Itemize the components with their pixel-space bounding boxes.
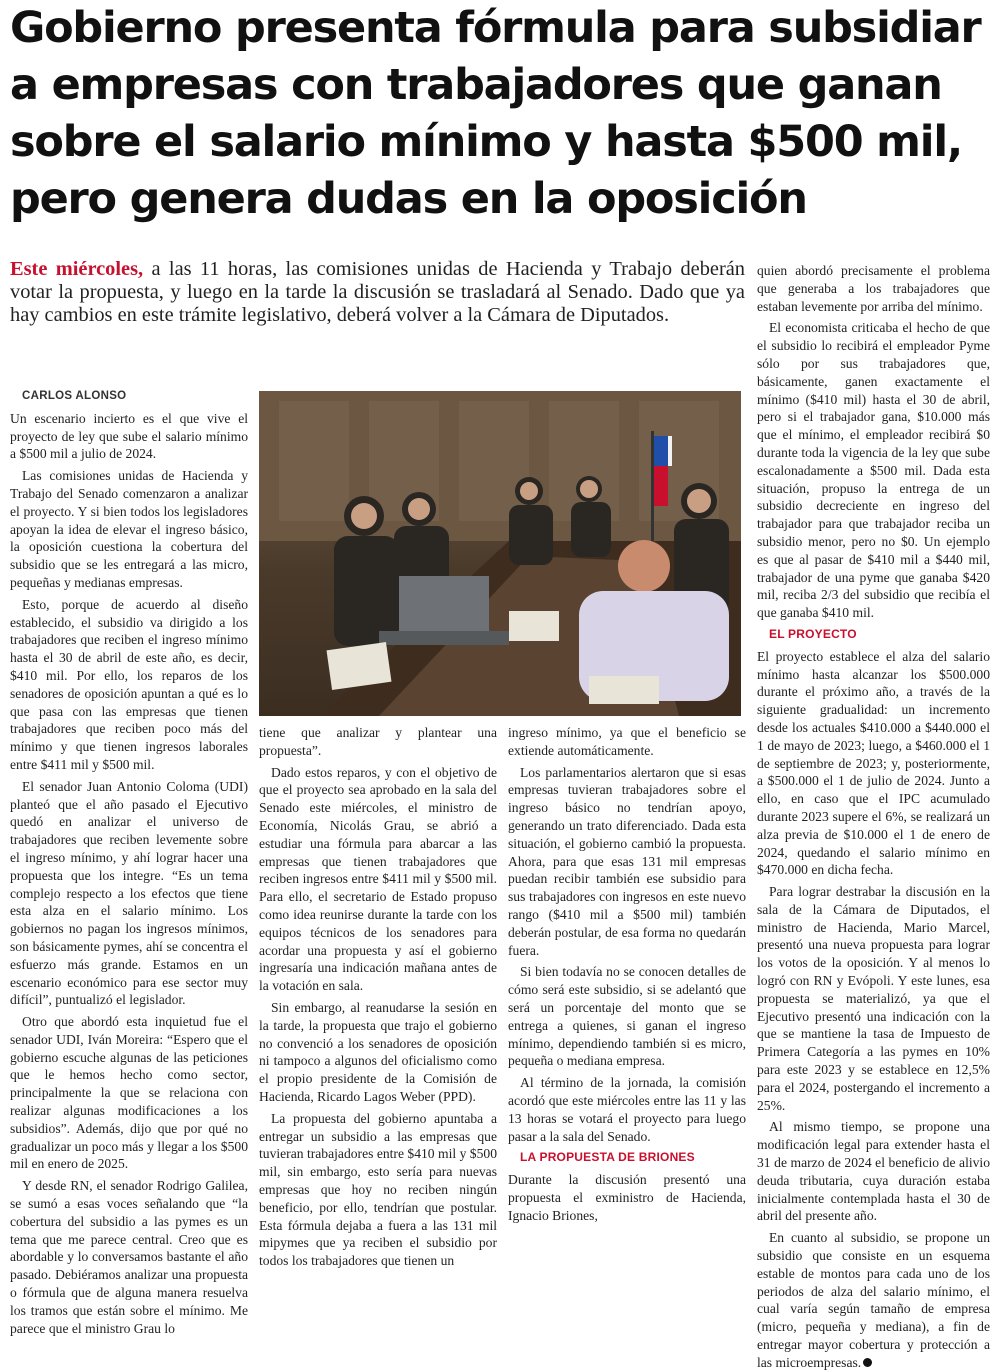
paragraph: quien abordó precisamente el problema que generaba a los trabajadores que estaban levemente por arriba del mínimo.: [757, 263, 990, 314]
headline: [10, 0, 995, 228]
paragraph: Al mismo tiempo, se propone una modificación legal para extender hasta el 31 de marzo de 2024 el beneficio de alivio deuda tributaria, cuya duración estaba inicialmente contemplada hasta el 30 de abril del presente año.: [757, 1119, 990, 1224]
paragraph: Al término de la jornada, la comisión acordó que este miércoles entre las 11 y las 13 horas se votará el proyecto para luego pasar a la sala del Senado.: [508, 1075, 746, 1144]
article-column-2: [259, 724, 497, 1269]
end-mark-icon: [863, 1358, 872, 1367]
paragraph: La propuesta del gobierno apuntaba a entregar un subsidio a las empresas que tuvieran trabajadores entre $410 mil y $500 mil, sin embargo, esto sería para nuevas empresas que hoy no reciben ningún beneficio, por ello, tendrían que postular. Esta fórmula dejaba a fuera a las 131 mil mipymes que ya reciben el subsidio por todos los trabajadores que tienen un: [259, 1110, 497, 1269]
headline-line: pero genera dudas en la oposición: [10, 174, 807, 224]
paragraph: El proyecto establece el alza del salario mínimo hasta alcanzar los $500.000 durante el próximo año, a través de la siguiente gradualidad: un incremento desde los actuales $410.000 a $440.000 el 1 de mayo de 2023; luego, a $460.000 el 1 de septiembre de 2023; y, posteriormente, a $500.000 el 1 de julio de 2024. Junto a ello, en caso que el IPC acumulado durante 2023 supere el 6%, se realizará un alza previa de $10.000 el 1 de enero de 2024, quedando el salario mínimo en $470.000 en dicha fecha.: [757, 648, 990, 878]
section-subhead: LA PROPUESTA DE BRIONES: [520, 1150, 695, 1165]
article-column-1: [10, 388, 248, 1336]
paragraph: Otro que abordó esta inquietud fue el senador UDI, Iván Moreira: “Espero que el gobierno escuche algunas de las peticiones que le hemos hecho como sector, principalmente la que se relaciona con realizar algunas modificaciones a los subsidios”. Además, dijo que por qué no gradualizar un poco más y llegar a los $500 mil en enero de 2025.: [10, 1014, 248, 1172]
section-subhead: EL PROYECTO: [769, 626, 857, 641]
paragraph: Esto, porque de acuerdo al diseño establecido, el subsidio va dirigido a los trabajadores que reciben el ingreso mínimo hasta el 30 de abril de este año, es decir, $410 mil. Por ello, los reparos de los senadores de oposición apuntan a qué es lo que pasa con las empresas que tienen trabajadores que reciben poco más del mínimo y que tienen ingresos laborales entre $411 mil y $500 mil.: [10, 596, 248, 772]
article-column-4: [757, 262, 990, 1370]
paragraph: Si bien todavía no se conocen detalles de cómo será este subsidio, si se adelantó que será un porcentaje del monto que se entrega a quienes, si ganan el ingreso mínimo, dependiendo también si es micro, pequeña o mediana empresa.: [508, 964, 746, 1069]
headline-line: sobre el salario mínimo y hasta $500 mil,: [10, 117, 962, 167]
committee-photo-illustration: [259, 391, 741, 716]
article-column-3: [508, 724, 746, 1223]
paragraph: Y desde RN, el senador Rodrigo Galilea, se sumó a esas voces señalando que “la cobertura del subsidio a las pymes es un tema que me parece central. Creo que es abordable y lo conversamos bastante el año pasado. Debiéramos analizar una propuesta o fórmula que de alguna manera resuelva los tramos que están sobre el mínimo. Me parece que el ministro Grau lo: [10, 1178, 248, 1336]
headline-line: a empresas con trabajadores que ganan: [10, 60, 942, 110]
headline-line: Gobierno presenta fórmula para subsidiar: [10, 3, 981, 53]
byline: CARLOS ALONSO: [22, 390, 127, 402]
paragraph: Dado estos reparos, y con el objetivo de que el proyecto sea aprobado en la sala del Senado este miércoles, el ministro de Economía, Nicolás Grau, se abrió a estudiar una fórmula para abarcar a las empresas que tienen trabajadores que reciben ingresos entre $411 mil y $500 mil. Para ello, el secretario de Estado propuso como idea reunirse durante la tarde con los equipos técnicos de los senadores para acordar una propuesta y así el gobierno ingresaría una indicación mañana antes de la votación en sala.: [259, 764, 497, 994]
paragraph: ingreso mínimo, ya que el beneficio se extiende automáticamente.: [508, 725, 746, 758]
paragraph: Sin embargo, al reanudarse la sesión en la tarde, la propuesta que trajo el gobierno no convenció a los senadores de oposición ni tampoco a algunos del oficialismo como el propio presidente de la Comisión de Hacienda, Ricardo Lagos Weber (PPD).: [259, 999, 497, 1104]
paragraph: El senador Juan Antonio Coloma (UDI) planteó que el año pasado el Ejecutivo quedó en analizar el universo de trabajadores que reciben levemente sobre el ingreso mínimo, y ahí lograr hacer una propuesta que los integre. “Es un tema complejo respecto a los efectos que tiene esta alza en el salario mínimo. Los gobiernos no pagan los ingresos mínimos, son básicamente pymes, ahí se concentra el esfuerzo más grande. Estamos en un escenario económico para ese sector muy difícil”, puntualizó el legislador.: [10, 778, 248, 1008]
paragraph: Para lograr destrabar la discusión en la sala de la Cámara de Diputados, el ministro de Hacienda, Mario Marcel, presentó una nueva propuesta para lograr los votos de la oposición. Y al menos lo logró con RN y Evópoli. Y este lunes, esa propuesta se materializó, ya que el Ejecutivo presentó una indicación con la que se mantiene la tasa de Impuesto de Primera Categoría a las pymes en 10% para este 2023 y se establece en 12,5% para el 2024, postergando el incremento a 25%.: [757, 884, 990, 1113]
paragraph-last: [757, 1229, 990, 1371]
paragraph: Las comisiones unidas de Hacienda y Trabajo del Senado comenzaron a analizar el proyecto. Y si bien todos los legisladores apoyan la idea de elevar el ingreso básico, la oposición cuestiona la cobertura del subsidio que se les entregará a las micro, pequeñas y medianas empresas.: [10, 468, 248, 590]
paragraph-text: En cuanto al subsidio, se propone un subsidio que consiste en un esquema estable de montos para cada uno de los periodos de alza del salario mínimo, el cual varía según tamaño de empresa (micro, pequeña y mediana), a fin de entregar mayor cobertura y protección a las microempresas.: [757, 1230, 990, 1370]
paragraph: Los parlamentarios alertaron que si esas empresas tuvieran trabajadores sobre el ingreso básico no tendrían apoyo, generando un trato diferenciado. Dada esta situación, el gobierno cambió la propuesta. Ahora, para que esas 131 mil empresas puedan recibir también ese subsidio para sus trabajadores con ingresos en este nuevo rango ($410 mil a $500 mil) también deberán postular, de esa forma no quedarán fuera.: [508, 764, 746, 958]
paragraph: Un escenario incierto es el que vive el proyecto de ley que sube el salario mínimo a $500 mil a julio de 2024.: [10, 410, 248, 462]
lead-highlight: Este miércoles,: [10, 258, 144, 280]
lead-paragraph: [10, 258, 745, 327]
paragraph: El economista criticaba el hecho de que el subsidio lo recibirá el empleador Pyme sólo por sus trabajadores que, básicamente, ganen exactamente el mínimo ($410 mil) hasta el 30 de abril, pero si el trabajador gana, $10.000 más que el mínimo, el empleador recibirá $0 durante toda la vigencia de la ley que sube escalonadamente a $500 mil. Dada esta situación, propuso la entrega de un subsidio decreciente en ingreso del trabajador para que trabajador reciba un subsidio menor, pero no $0. Un ejemplo es que al pasar de $410 mil a $440 mil, trabajador de una pyme que ganaba $420 mil, reciba 2/3 del subsidio que recibía el que ganaba $410 mil.: [757, 320, 990, 621]
paragraph: Durante la discusión presentó una propuesta el exministro de Hacienda, Ignacio Briones,: [508, 1172, 746, 1223]
paragraph: tiene que analizar y plantear una propuesta”.: [259, 725, 497, 758]
committee-photo: [259, 391, 741, 716]
lead-text: a las 11 horas, las comisiones unidas de Hacienda y Trabajo deberán votar la propuesta, y luego en la tarde la discusión se trasladará al Senado. Dado que ya hay cambios en este trámite legislativo, deberá volver a la Cámara de Diputados.: [10, 258, 745, 326]
